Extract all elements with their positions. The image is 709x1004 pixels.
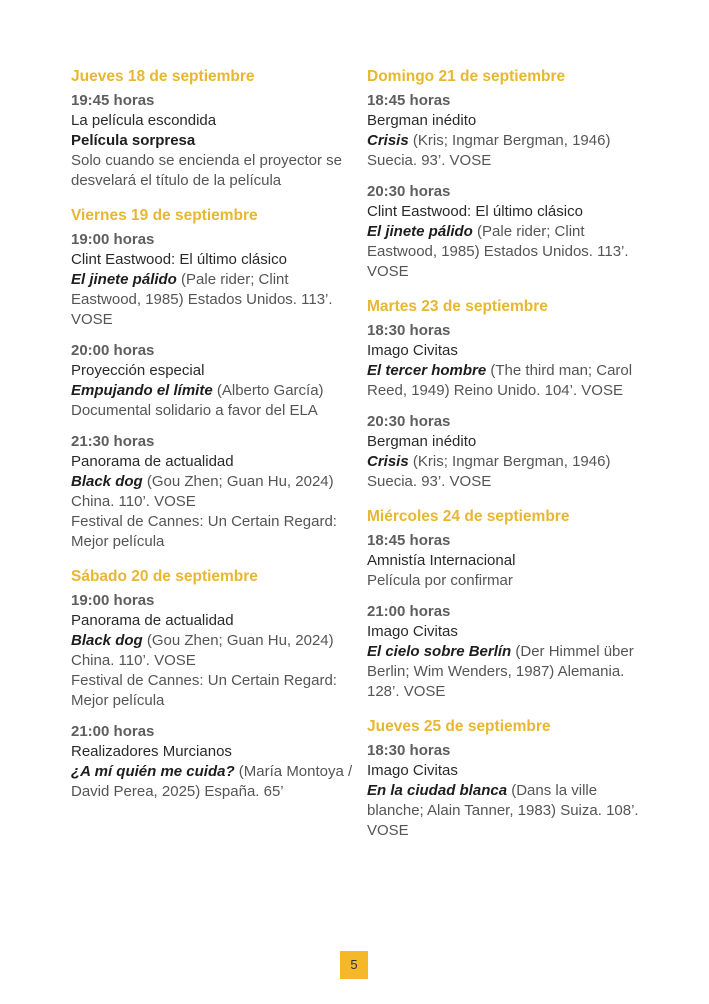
film-info [71, 762, 356, 802]
screening-note: Película por confirmar [367, 572, 513, 589]
screening-time: 18:30 horas [367, 742, 451, 759]
film-details: (María Montoya / David Perea, 2025) España. 65’ [71, 763, 353, 800]
left-column [71, 66, 356, 816]
day-heading: Domingo 21 de septiembre [367, 68, 566, 85]
film-series: Panorama de actualidad [71, 612, 234, 629]
screening-entry [71, 341, 356, 421]
screening-entry [367, 741, 652, 841]
film-details: (Pale rider; Clint Eastwood, 1985) Estados Unidos. 113’. VOSE [367, 223, 629, 280]
film-details: (Kris; Ingmar Bergman, 1946) Suecia. 93’. VOSE [367, 453, 611, 490]
film-series: Imago Civitas [367, 342, 458, 359]
film-title: El jinete pálido [367, 223, 473, 240]
film-details: (The third man; Carol Reed, 1949) Reino Unido. 104’. VOSE [367, 362, 633, 399]
film-series: La película escondida [71, 112, 217, 129]
screening-entry [71, 432, 356, 552]
film-title: Black dog [71, 632, 143, 649]
film-info [367, 452, 652, 492]
film-series: Clint Eastwood: El último clásico [71, 251, 287, 268]
screening-time: 20:30 horas [367, 413, 451, 430]
film-details: (Pale rider; Clint Eastwood, 1985) Estados Unidos. 113’. VOSE [71, 271, 333, 328]
screening-entry [71, 591, 356, 711]
film-title: Crisis [367, 132, 409, 149]
day-heading: Jueves 18 de septiembre [71, 68, 255, 85]
screening-time: 19:00 horas [71, 592, 155, 609]
film-info [367, 642, 652, 702]
film-details: (Gou Zhen; Guan Hu, 2024) China. 110’. VOSE [71, 473, 334, 510]
screening-note: Festival de Cannes: Un Certain Regard: Mejor película [71, 672, 337, 709]
film-title: El jinete pálido [71, 271, 177, 288]
screening-time: 21:00 horas [71, 723, 155, 740]
day-heading: Viernes 19 de septiembre [71, 207, 258, 224]
film-title: Película sorpresa [71, 132, 196, 149]
screening-entry [367, 412, 652, 492]
film-series: Bergman inédito [367, 433, 477, 450]
screening-note: Festival de Cannes: Un Certain Regard: Mejor película [71, 513, 337, 550]
screening-time: 21:00 horas [367, 603, 451, 620]
screening-time: 19:00 horas [71, 231, 155, 248]
screening-time: 18:45 horas [367, 532, 451, 549]
screening-time: 20:30 horas [367, 183, 451, 200]
film-info [367, 781, 652, 841]
page-number-badge: 5 [340, 951, 368, 979]
film-series: Realizadores Murcianos [71, 743, 232, 760]
film-info [71, 381, 356, 401]
day-section [71, 566, 356, 802]
day-section [367, 716, 652, 841]
day-heading: Miércoles 24 de septiembre [367, 508, 570, 525]
screening-entry [71, 722, 356, 802]
film-title: El cielo sobre Berlín [367, 643, 512, 660]
film-details: (Gou Zhen; Guan Hu, 2024) China. 110’. VOSE [71, 632, 334, 669]
screening-entry [367, 602, 652, 702]
film-details: (Alberto García) [212, 382, 324, 399]
day-section [367, 66, 652, 282]
film-info [71, 472, 356, 512]
screening-entry [71, 91, 356, 191]
film-title: ¿A mí quién me cuida? [71, 763, 235, 780]
film-info [71, 131, 356, 151]
day-heading: Sábado 20 de septiembre [71, 568, 258, 585]
film-title: Empujando el límite [71, 382, 213, 399]
film-info [71, 270, 356, 330]
film-series: Clint Eastwood: El último clásico [367, 203, 583, 220]
screening-note: Documental solidario a favor del ELA [71, 402, 318, 419]
film-details: (Kris; Ingmar Bergman, 1946) Suecia. 93’. VOSE [367, 132, 611, 169]
screening-entry [367, 321, 652, 401]
right-column [367, 66, 652, 855]
film-details: (Dans la ville blanche; Alain Tanner, 1983) Suiza. 108’. VOSE [367, 782, 639, 839]
day-section [71, 205, 356, 552]
screening-time: 18:30 horas [367, 322, 451, 339]
screening-time: 19:45 horas [71, 92, 155, 109]
day-section [367, 506, 652, 702]
film-series: Imago Civitas [367, 623, 458, 640]
film-title: El tercer hombre [367, 362, 487, 379]
screening-time: 20:00 horas [71, 342, 155, 359]
screening-entry [367, 182, 652, 282]
film-info [367, 131, 652, 171]
film-title: Crisis [367, 453, 409, 470]
film-title: Black dog [71, 473, 143, 490]
day-section [71, 66, 356, 191]
day-heading: Jueves 25 de septiembre [367, 718, 551, 735]
film-series: Panorama de actualidad [71, 453, 234, 470]
day-section [367, 296, 652, 492]
screening-entry [71, 230, 356, 330]
day-heading: Martes 23 de septiembre [367, 298, 548, 315]
film-details: (Der Himmel über Berlin; Wim Wenders, 1987) Alemania. 128’. VOSE [367, 643, 634, 700]
film-series: Bergman inédito [367, 112, 477, 129]
screening-note: Solo cuando se encienda el proyector se desvelará el título de la película [71, 152, 343, 189]
screening-time: 18:45 horas [367, 92, 451, 109]
film-series: Amnistía Internacional [367, 552, 516, 569]
screening-entry [367, 531, 652, 591]
film-title: En la ciudad blanca [367, 782, 508, 799]
film-series: Proyección especial [71, 362, 205, 379]
film-series: Imago Civitas [367, 762, 458, 779]
screening-time: 21:30 horas [71, 433, 155, 450]
film-info [71, 631, 356, 671]
film-info [367, 361, 652, 401]
screening-entry [367, 91, 652, 171]
film-info [367, 222, 652, 282]
